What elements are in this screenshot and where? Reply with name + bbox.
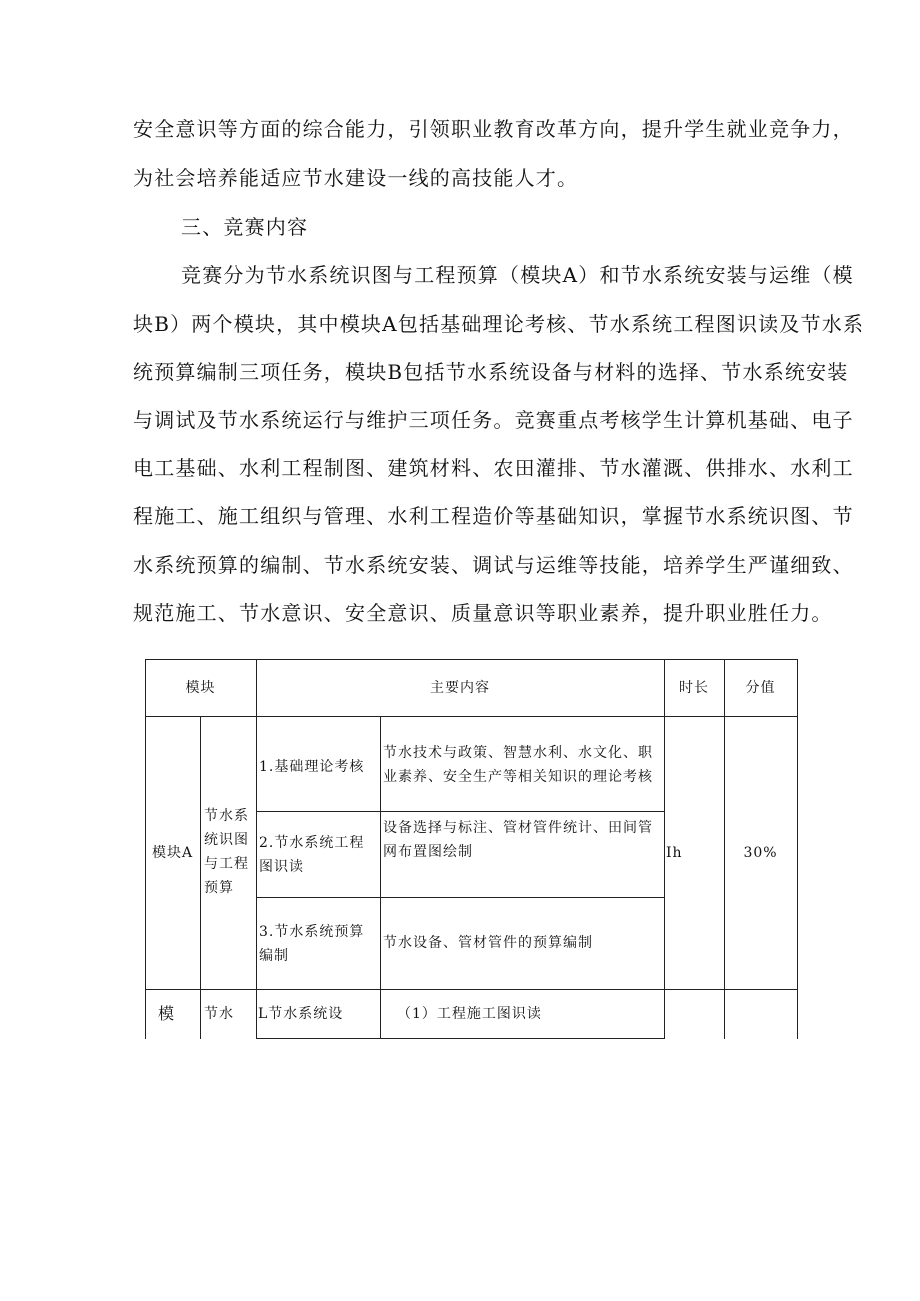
paragraph-line: 为社会培养能适应节水建设一线的高技能人才。: [133, 166, 579, 190]
table-border: [256, 659, 257, 1039]
module-b-sub: 节水: [204, 1006, 234, 1022]
header-score: 分值: [745, 680, 776, 696]
task-name: 2.节水系统工程 图识读: [259, 835, 365, 875]
table-border: [145, 659, 798, 660]
paragraph-line: 安全意识等方面的综合能力，引领职业教育改革方向，提升学生就业竞争力，: [133, 117, 854, 141]
paragraph-line: 统预算编制三项任务，模块B包括节水系统设备与材料的选择、节水系统安装: [133, 360, 849, 384]
table-border: [256, 897, 664, 898]
task-description: （1）工程施工图识读: [397, 1006, 542, 1022]
task-name: 1.基础理论考核: [259, 759, 365, 775]
module-a-sub: 节水系 统识图 与工程 预算: [204, 808, 249, 896]
paragraph-line: 电工基础、水利工程制图、建筑材料、农田灌排、节水灌溉、供排水、水利工: [133, 456, 854, 480]
paragraph-line: 与调试及节水系统运行与维护三项任务。竞赛重点考核学生计算机基础、电子: [133, 408, 854, 432]
header-module: 模块: [185, 680, 216, 696]
paragraph-line: 块B）两个模块，其中模块A包括基础理论考核、节水系统工程图识读及节水系: [133, 312, 865, 336]
paragraph-line: 程施工、施工组织与管理、水利工程造价等基础知识，掌握节水系统识图、节: [133, 504, 854, 528]
table-border: [256, 1038, 664, 1039]
task-description: 设备选择与标注、管材管件统计、田间管 网布置图绘制: [383, 820, 653, 860]
task-name: 3.节水系统预算 编制: [259, 924, 365, 964]
module-b-label: 模: [158, 1004, 176, 1023]
table-border: [145, 989, 798, 990]
table-border: [145, 659, 146, 1039]
table-border: [380, 716, 381, 1039]
table-border: [200, 716, 201, 1039]
module-a-score: 30%: [743, 845, 778, 861]
table-border: [664, 659, 665, 1039]
module-a-duration: Ih: [666, 845, 683, 861]
header-duration: 时长: [679, 680, 709, 696]
paragraph-line: 水系统预算的编制、节水系统安装、调试与运维等技能，培养学生严谨细致、: [133, 553, 854, 577]
task-name: L节水系统设: [258, 1006, 344, 1022]
section-heading: 三、竞赛内容: [181, 215, 309, 239]
paragraph-line: 竞赛分为节水系统识图与工程预算（模块A）和节水系统安装与运维（模: [181, 263, 854, 287]
task-description: 节水技术与政策、智慧水利、水文化、职 业素养、安全生产等相关知识的理论考核: [383, 745, 653, 785]
task-description: 节水设备、管材管件的预算编制: [383, 935, 593, 951]
table-border: [797, 659, 798, 1039]
module-a-label: 模块A: [152, 845, 194, 861]
paragraph-line: 规范施工、节水意识、安全意识、质量意识等职业素养，提升职业胜任力。: [133, 601, 833, 625]
table-border: [145, 716, 798, 717]
header-content: 主要内容: [430, 680, 490, 696]
table-border: [256, 811, 664, 812]
